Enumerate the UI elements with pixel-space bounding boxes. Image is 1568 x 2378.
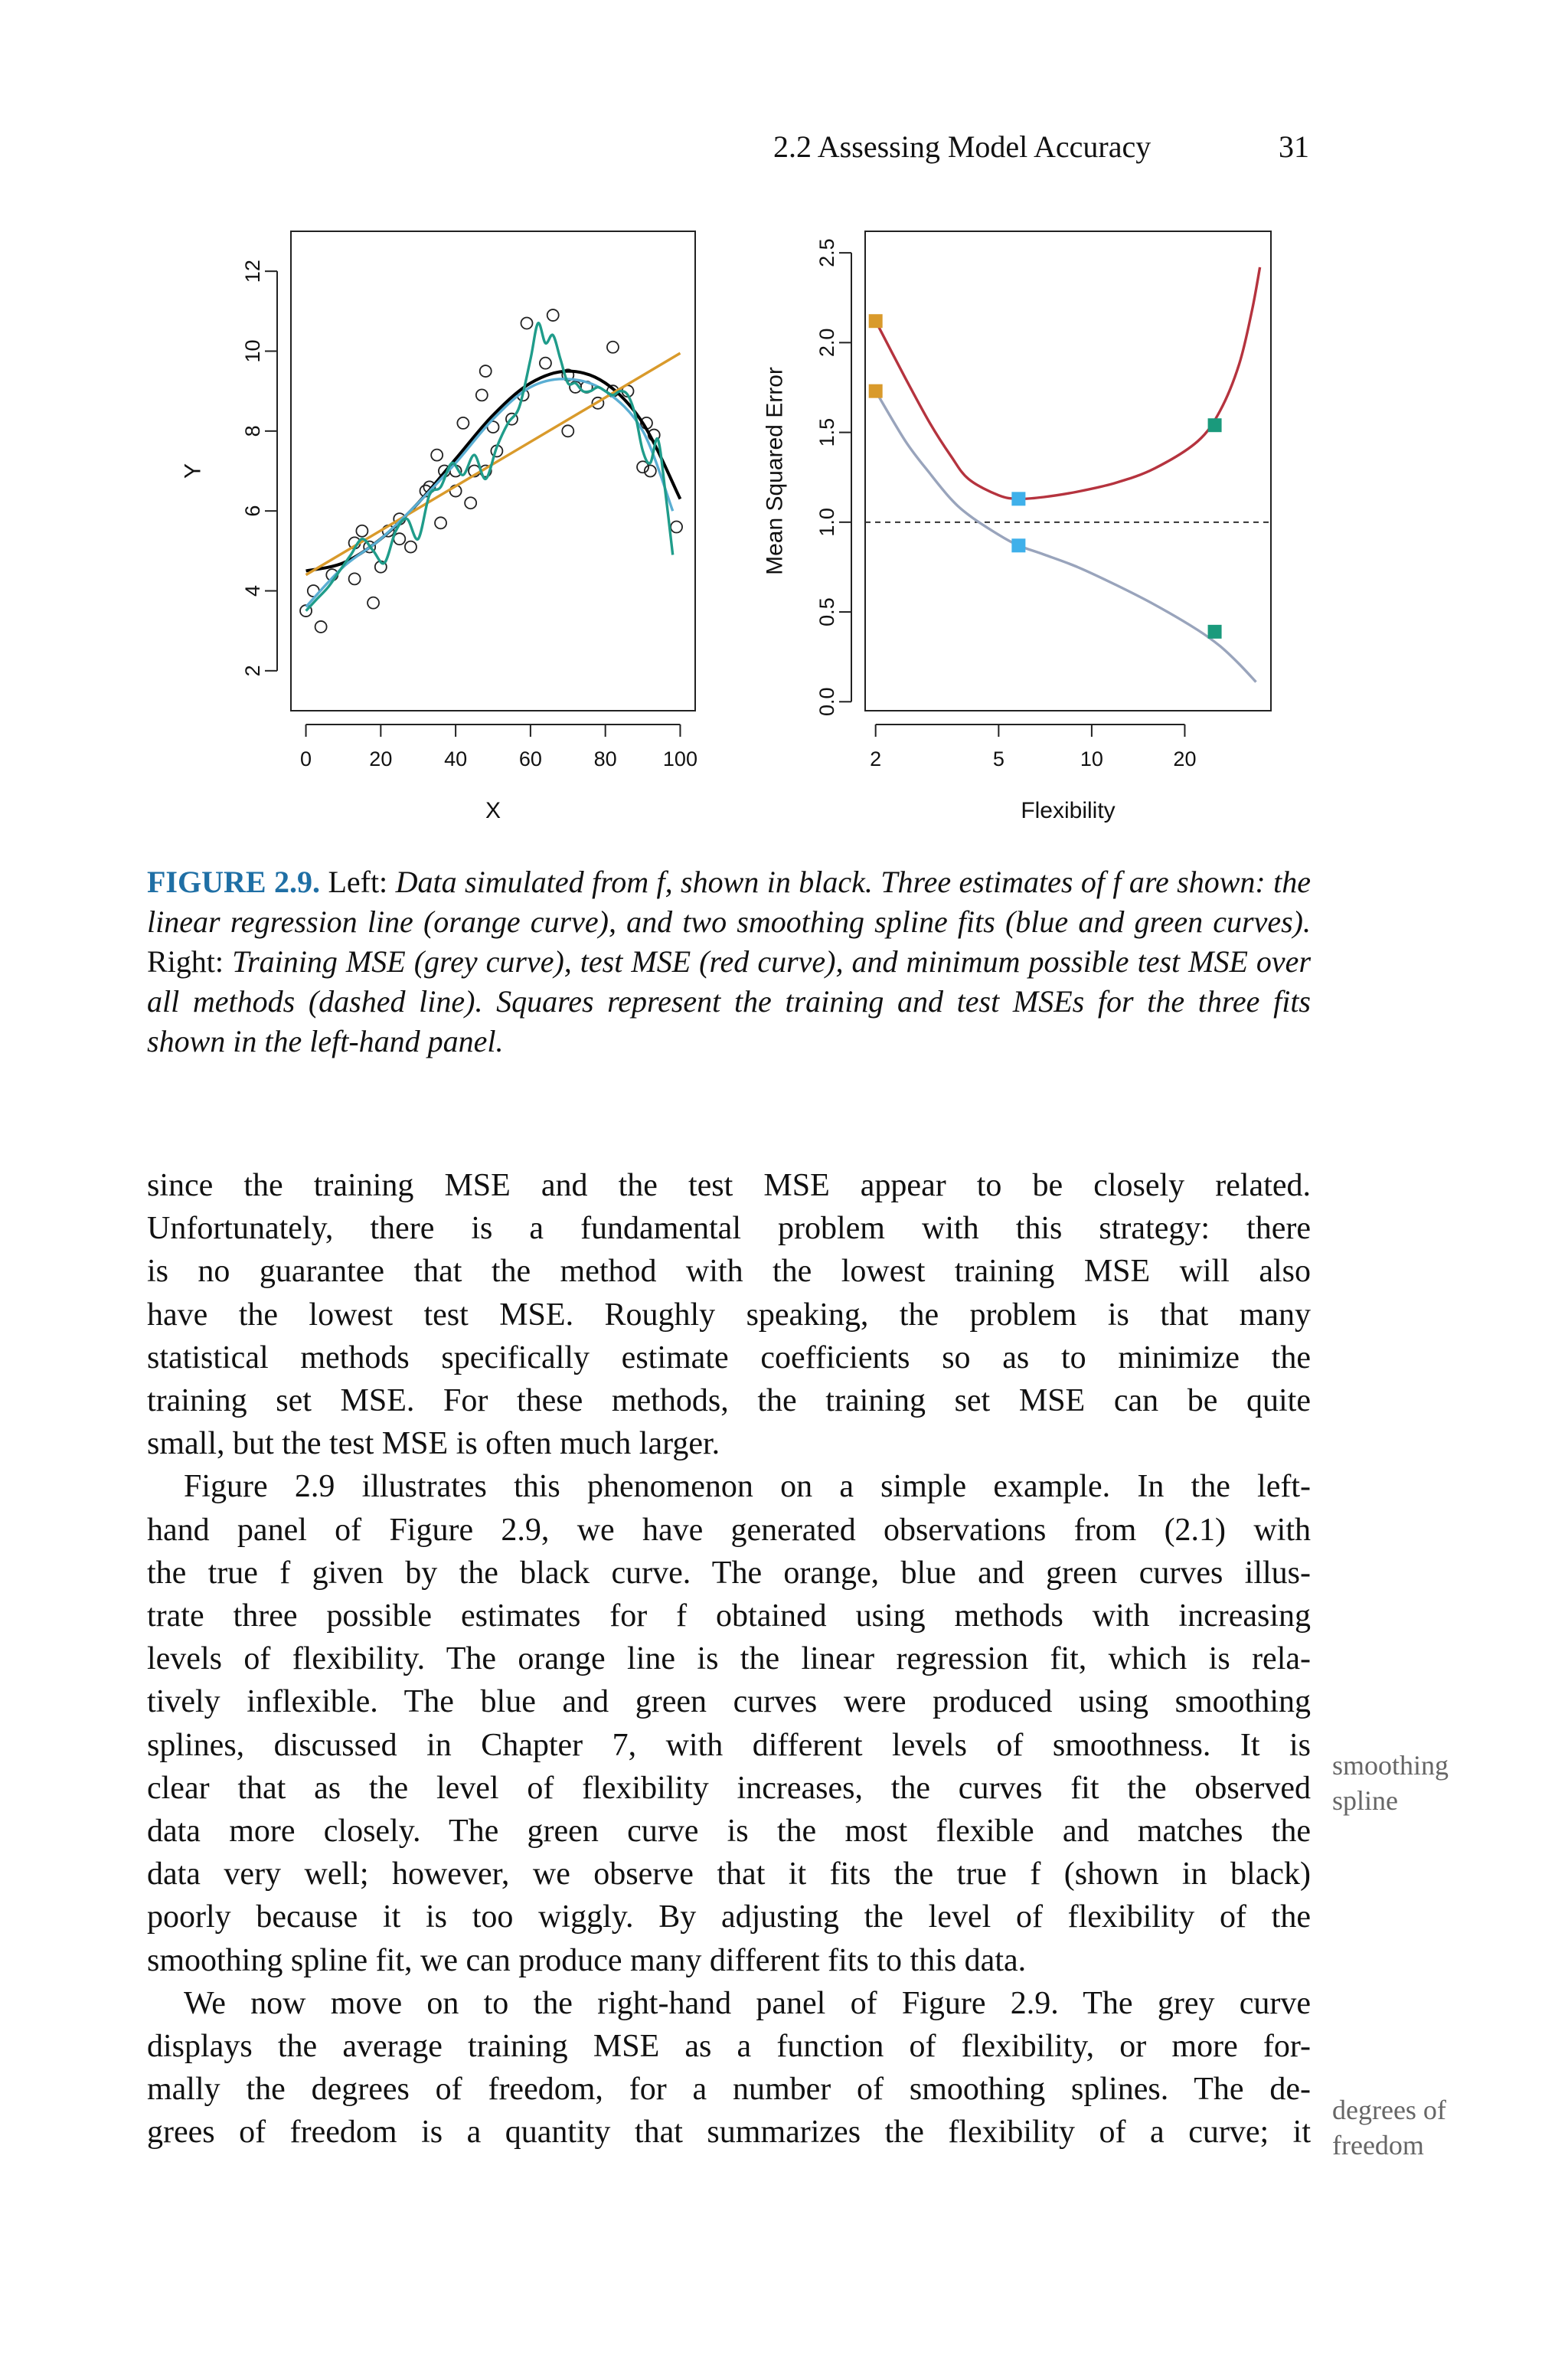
margin-note-degrees-of-freedom (1332, 2092, 1446, 2163)
body-line: data more closely. The green curve is the most flexible and matches the (147, 1814, 1311, 1850)
series-line (876, 267, 1260, 499)
right-y-axis-label: Mean Squared Error (762, 367, 788, 575)
caption-left-text: Data simulated from f, shown in black. Three estimates of f are shown: the linear regression line (orange curve), and two smoothing spline fits (blue and green curves). (147, 865, 1312, 939)
body-line: levels of flexibility. The orange line is the linear regression fit, which is rela- (147, 1641, 1311, 1677)
left-y-tick-label: 2 (241, 665, 264, 677)
left-y-tick-label: 4 (241, 584, 264, 597)
body-line: the true f given by the black curve. The orange, blue and green curves illus- (147, 1555, 1311, 1591)
body-line: splines, discussed in Chapter 7, with different levels of smoothness. It is (147, 1727, 1311, 1763)
paragraph-3 (147, 1982, 1311, 2154)
data-point (476, 389, 488, 401)
paragraph-2 (147, 1465, 1311, 1981)
body-line: hand panel of Figure 2.9, we have generated observations from (2.1) with (147, 1512, 1311, 1548)
left-y-tick-label: 12 (241, 260, 264, 283)
margin-note-line: smoothing (1332, 1750, 1449, 1781)
right-x-tick-label: 10 (1080, 747, 1103, 770)
left-x-tick-label: 100 (662, 747, 697, 770)
body-line: data very well; however, we observe that it fits the true f (shown in black) (147, 1856, 1311, 1892)
caption-right-word: Right: (147, 944, 224, 979)
right-y-tick-label: 0.0 (815, 687, 838, 717)
left-y-axis-label: Y (180, 463, 206, 479)
mse-marker (869, 384, 883, 398)
right-x-tick-label: 2 (870, 747, 882, 770)
left-y-tick-label: 8 (241, 425, 264, 437)
margin-note-smoothing-spline (1332, 1748, 1449, 1818)
data-point (431, 450, 443, 461)
body-line: is no guarantee that the method with the lowest training MSE will also (147, 1254, 1311, 1290)
series-line (306, 379, 673, 607)
left-x-tick-label: 80 (593, 747, 617, 770)
mse-marker (1208, 418, 1222, 432)
data-point (480, 365, 492, 377)
left-x-tick-label: 40 (444, 747, 468, 770)
data-point (457, 417, 469, 429)
figure-2-9 (0, 0, 1568, 850)
body-line: training set MSE. For these methods, the training set MSE can be quite (147, 1383, 1311, 1419)
caption-right-text: Training MSE (grey curve), test MSE (red curve), and minimum possible test MSE over all methods (dashed line). Squares represent the training and test MSEs for the three fits shown in the left-hand panel. (147, 944, 1312, 1058)
margin-note-line: spline (1332, 1785, 1398, 1816)
mse-marker (1011, 492, 1025, 505)
body-line: grees of freedom is a quantity that summarizes the flexibility of a curve; it (147, 2115, 1311, 2151)
body-line: displays the average training MSE as a function of flexibility, or more for- (147, 2029, 1311, 2065)
body-line: smoothing spline fit, we can produce many different fits to this data. (147, 1942, 1027, 1978)
body-line: tively inflexible. The blue and green curves were produced using smoothing (147, 1684, 1311, 1720)
mse-marker (869, 314, 883, 328)
data-point (547, 309, 559, 321)
data-point (562, 425, 573, 437)
data-point (465, 497, 476, 509)
left-x-axis-label: X (485, 798, 501, 823)
running-head-title: 2.2 Assessing Model Accuracy (773, 129, 1152, 164)
left-x-tick-label: 20 (369, 747, 393, 770)
series-line (876, 391, 1256, 682)
right-y-tick-label: 2.0 (815, 328, 838, 358)
data-point (405, 541, 416, 553)
paragraph-1 (147, 1164, 1311, 1465)
data-point (435, 517, 446, 528)
right-y-tick-label: 1.5 (815, 417, 838, 447)
data-point (671, 522, 682, 533)
caption-label: FIGURE 2.9. (147, 865, 320, 899)
data-point (540, 358, 551, 369)
data-point (368, 597, 379, 609)
body-line: statistical methods specifically estimate coefficients so as to minimize the (147, 1339, 1311, 1375)
body-line: trate three possible estimates for f obtained using methods with increasing (147, 1598, 1311, 1634)
left-y-tick-label: 10 (241, 339, 264, 363)
data-point (349, 573, 361, 584)
data-point (315, 621, 327, 633)
body-line: Figure 2.9 illustrates this phenomenon on a simple example. In the left- (184, 1469, 1311, 1505)
body-line: have the lowest test MSE. Roughly speaking, the problem is that many (147, 1297, 1311, 1333)
right-x-tick-label: 5 (992, 747, 1004, 770)
right-x-axis-label: Flexibility (1021, 798, 1116, 823)
body-line: Unfortunately, there is a fundamental problem with this strategy: there (147, 1211, 1311, 1247)
left-x-tick-label: 60 (518, 747, 542, 770)
right-y-tick-label: 0.5 (815, 597, 838, 626)
margin-note-line: degrees of (1332, 2095, 1446, 2125)
mse-marker (1208, 625, 1222, 639)
left-y-tick-label: 6 (241, 505, 264, 517)
left-plot-frame (291, 231, 695, 711)
right-y-tick-label: 1.0 (815, 508, 838, 537)
data-point (356, 525, 368, 537)
data-point (521, 317, 533, 329)
right-x-tick-label: 20 (1173, 747, 1197, 770)
page-number: 31 (1279, 129, 1309, 164)
left-x-tick-label: 0 (300, 747, 312, 770)
data-point (607, 342, 619, 353)
body-line: We now move on to the right-hand panel of Figure 2.9. The grey curve (184, 1985, 1311, 2021)
body-line: since the training MSE and the test MSE appear to be closely related. (147, 1168, 1311, 1203)
body-line: mally the degrees of freedom, for a number of smoothing splines. The de- (147, 2072, 1311, 2108)
mse-marker (1011, 538, 1025, 552)
figure-caption (147, 862, 1311, 1061)
right-y-tick-label: 2.5 (815, 238, 838, 267)
caption-left-word: Left: (328, 865, 388, 899)
body-line: small, but the test MSE is often much larger. (147, 1426, 720, 1462)
body-line: clear that as the level of flexibility increases, the curves fit the observed (147, 1770, 1311, 1806)
margin-note-line: freedom (1332, 2130, 1424, 2160)
body-text (147, 1164, 1311, 2154)
body-line: poorly because it is too wiggly. By adjusting the level of flexibility of the (147, 1899, 1311, 1935)
